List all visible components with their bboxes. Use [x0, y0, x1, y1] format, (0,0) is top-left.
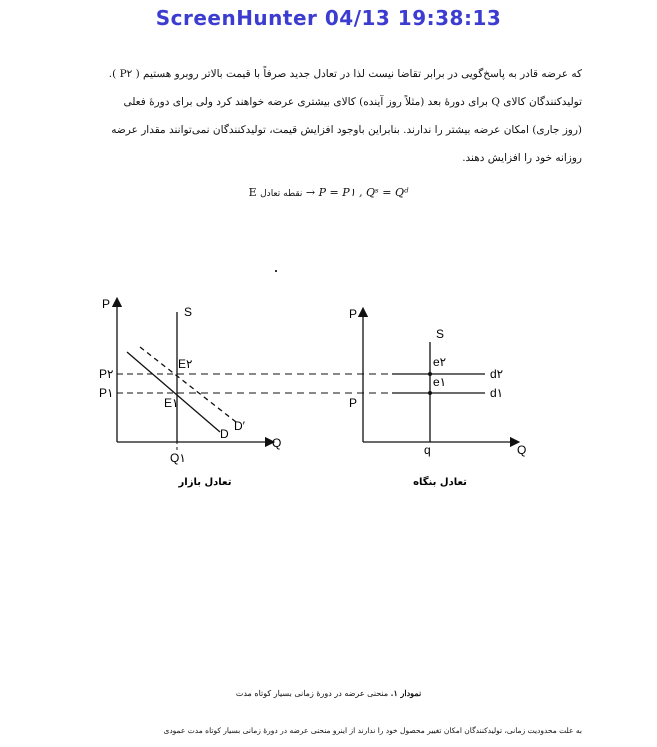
right-d1-label: d۱ [490, 386, 504, 400]
right-x-axis-label: Q [517, 443, 527, 457]
right-e1-point [428, 391, 432, 395]
right-q-label: q [424, 443, 431, 457]
figure-caption [0, 688, 657, 698]
left-demand-shifted-label: D′ [234, 419, 245, 433]
left-y-axis-label: P [102, 297, 111, 311]
caption-number: نمودار ۱. [390, 688, 422, 698]
left-chart-title: تعادل بازار [178, 477, 232, 488]
equation-prefix: E [248, 186, 257, 199]
right-e1-label: e۱ [433, 375, 447, 389]
paragraph-line-3: (روز جاری) امکان عرضه بیشتر را ندارند. بنابراین باوجود افزایش قیمت، تولیدکنندگان نمی‌توانند مقدار عرضه [111, 124, 582, 136]
right-y-axis-label: P [349, 307, 358, 321]
right-supply-label: S [436, 327, 445, 341]
left-e2-label: E۲ [178, 357, 193, 371]
right-p-label: P [349, 396, 358, 410]
paragraph-line-2: تولیدکنندگان کالای Q برای دورهٔ بعد (مثلاً روز آینده) کالای بیشتری عرضه خواهند کرد ولی برای دورهٔ فعلی [123, 96, 582, 108]
firm-equilibrium-chart [349, 307, 526, 488]
paragraph-line-4: روزانه خود را افزایش دهند. [462, 152, 582, 164]
left-supply-label: S [184, 305, 193, 319]
left-q1-label: Q۱ [170, 451, 186, 465]
paragraph-line-1: که عرضه قادر به پاسخ‌گویی در برابر تقاضا نیست لذا در تعادل جدید صرفاً با قیمت بالاتر روبرو هستیم ( P۲ ). [108, 68, 582, 80]
footnote-text: به علت محدودیت زمانی، تولیدکنندگان امکان تغییر محصول خود را ندارند از اینرو منحنی عرضه در دورهٔ زمانی بسیار کوتاه مدت عمودی [163, 726, 582, 735]
caption-text: منحنی عرضه در دورهٔ زمانی بسیار کوتاه مدت [235, 689, 391, 698]
right-e2-label: e۲ [433, 355, 447, 369]
right-chart-title: تعادل بنگاه [413, 477, 467, 488]
left-demand-label: D [220, 427, 229, 441]
equation-math: → P = P۱ , Qˢ = Qᵈ [305, 186, 409, 199]
left-demand-curve [127, 352, 220, 432]
left-e1-label: E۱ [164, 396, 179, 410]
right-d2-label: d۲ [490, 367, 504, 381]
equation-label: نقطه تعادل [260, 189, 303, 199]
right-e2-point [428, 372, 432, 376]
screenhunter-banner: ScreenHunter 04/13 19:38:13 [155, 6, 502, 30]
left-x-axis-label: Q [272, 436, 282, 450]
left-p2-label: P۲ [99, 367, 114, 381]
left-p1-label: P۱ [99, 386, 114, 400]
